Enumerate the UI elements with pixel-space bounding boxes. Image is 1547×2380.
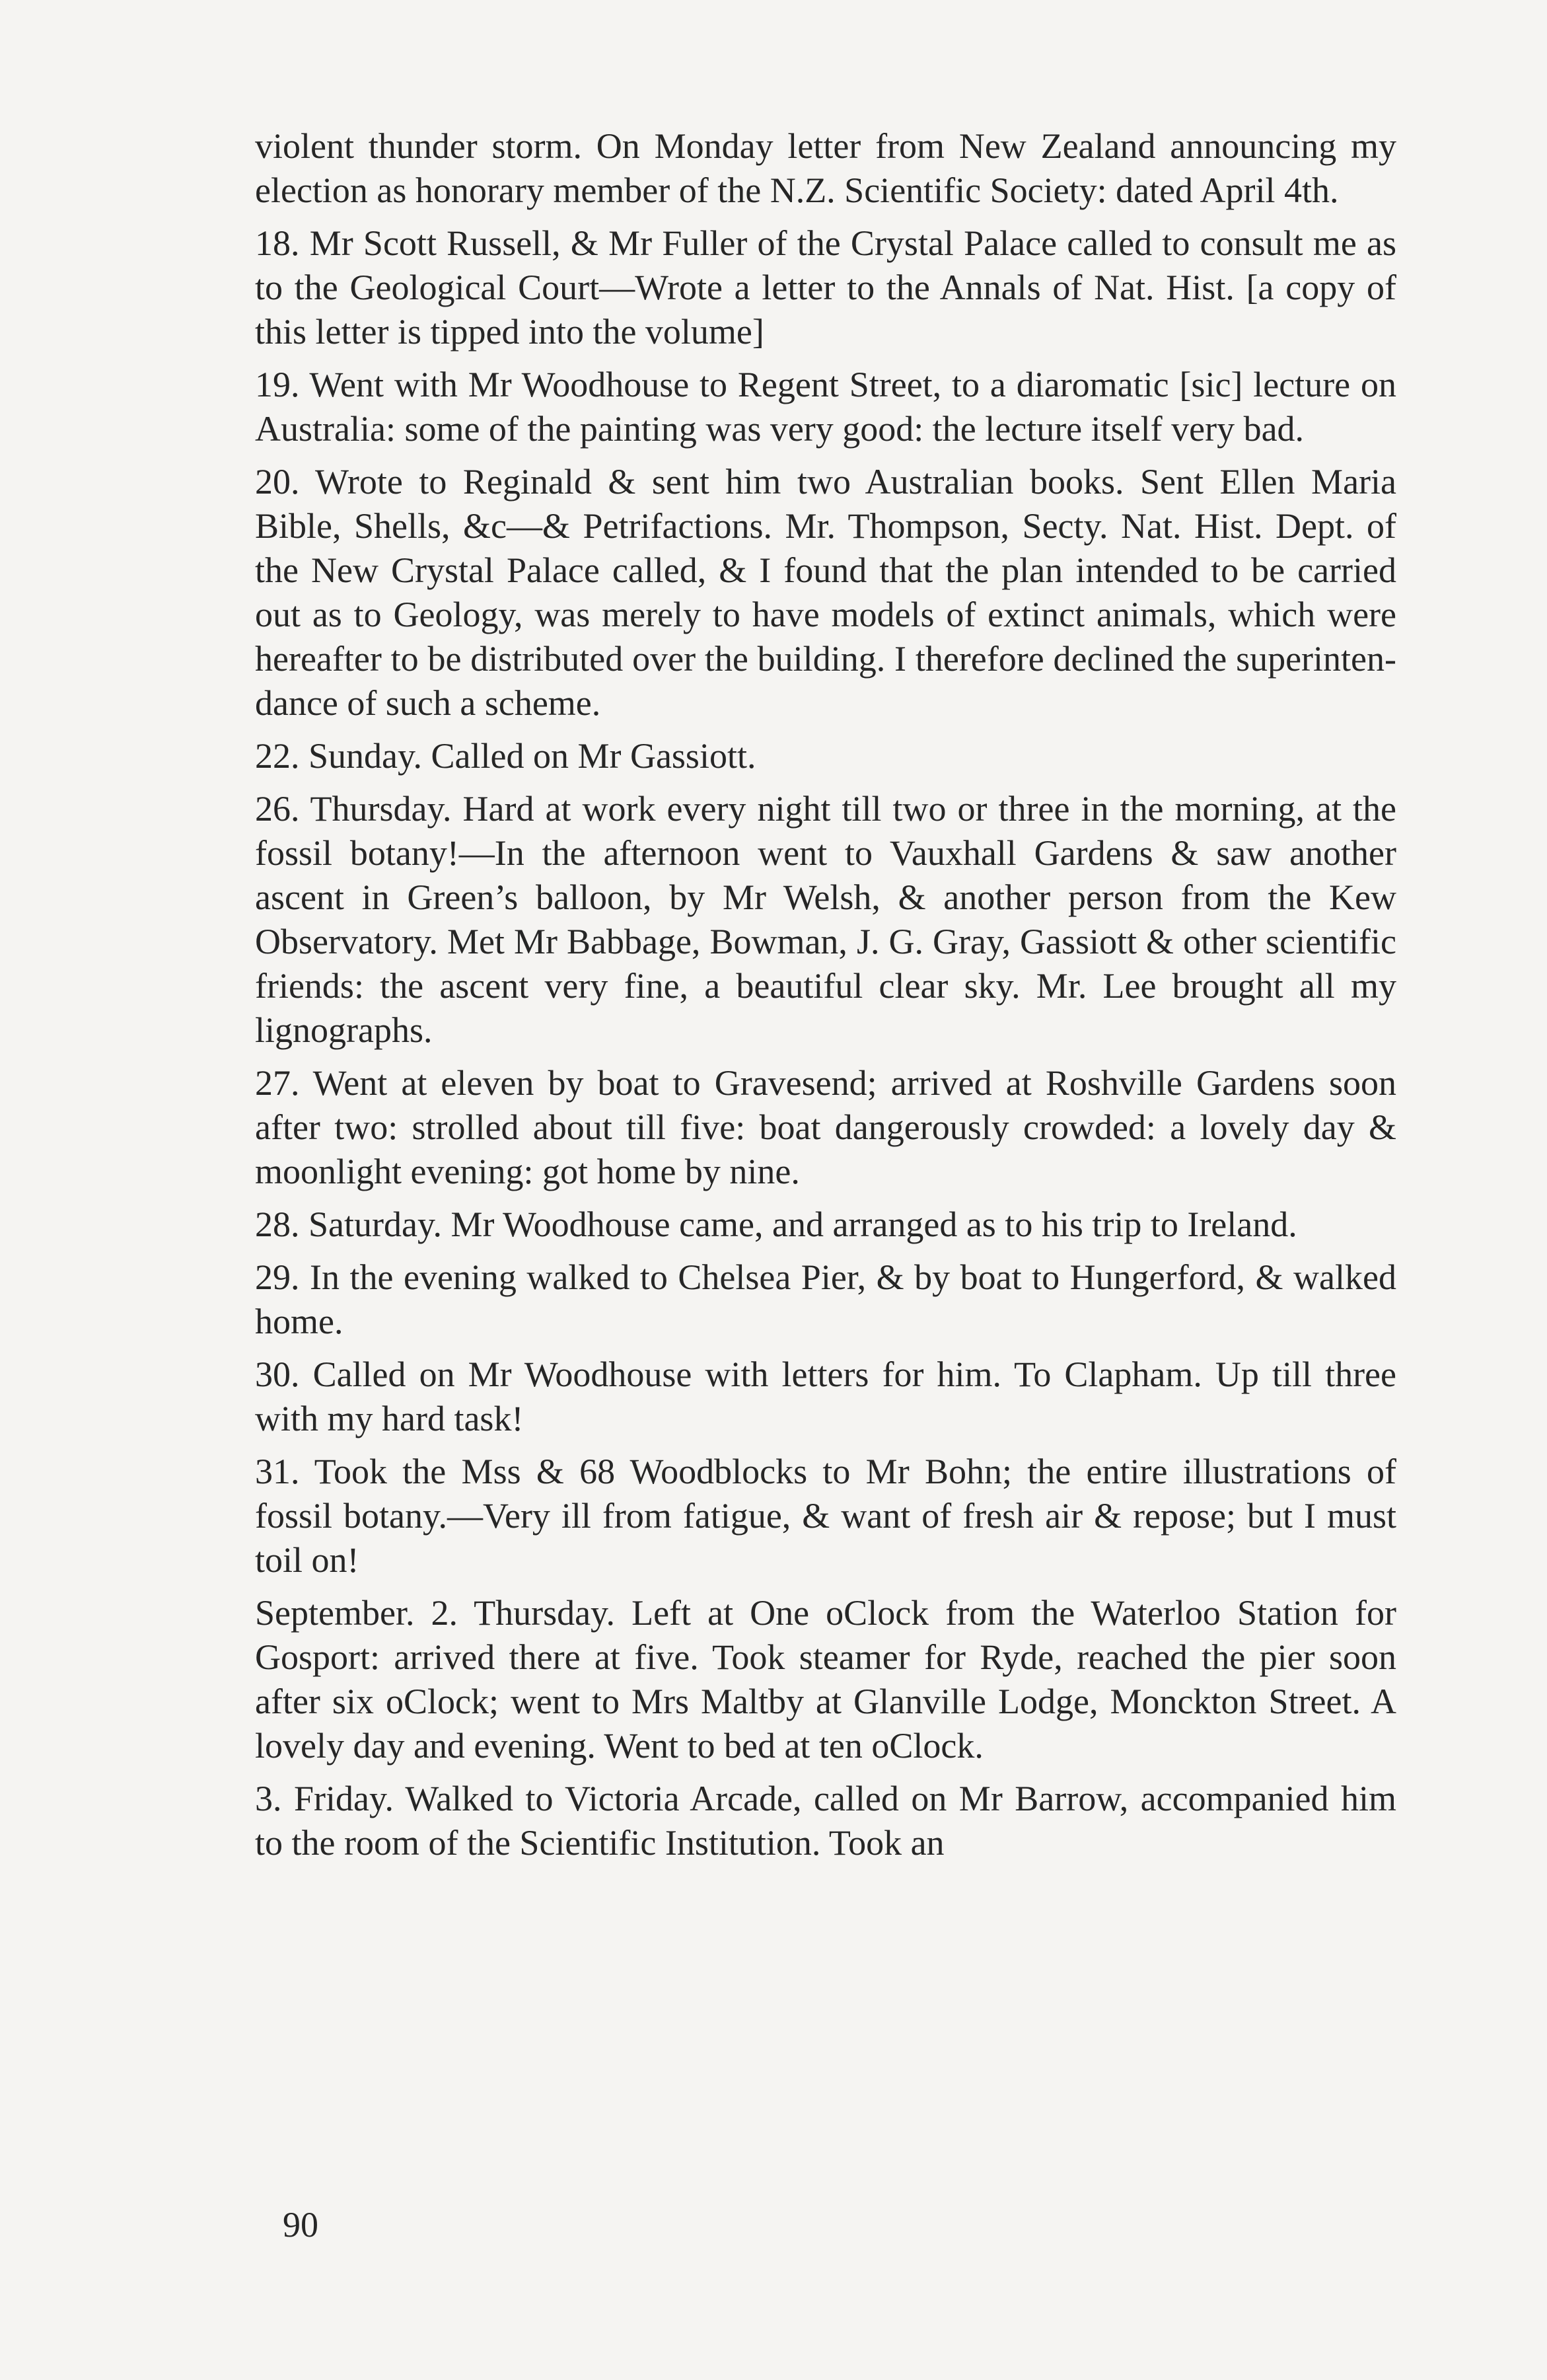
diary-entry-19: 19. Went with Mr Woodhouse to Regent Street, to a diaromatic [sic] lecture on Australia: some of the painting was very good: the lecture itself very bad.	[255, 365, 1396, 449]
diary-entry-september-2: September. 2. Thursday. Left at One oClock from the Waterloo Station for Gosport: arrived there at five. Took steamer for Ryde, reached the pier soon after six oClock; went to Mrs Maltby at Glanville Lodge, Monckton Street. A lovely day and evening. Went to bed at ten oClock.	[255, 1593, 1396, 1766]
diary-entry-30: 30. Called on Mr Woodhouse with letters for him. To Clapham. Up till three with my hard task!	[255, 1355, 1396, 1438]
diary-entry-31: 31. Took the Mss & 68 Woodblocks to Mr Bohn; the entire illustrations of fossil botany.—Very ill from fatigue, & want of fresh air & repose; but I must toil on!	[255, 1452, 1396, 1580]
diary-entry-26: 26. Thursday. Hard at work every night till two or three in the morning, at the fossil botany!—In the afternoon went to Vauxhall Gardens & saw another ascent in Green’s balloon, by Mr Welsh, & another person from the Kew Observatory. Met Mr Babbage, Bowman, J. G. Gray, Gassiott & other scientific friends: the ascent very fine, a beautiful clear sky. Mr. Lee brought all my lignographs.	[255, 789, 1396, 1050]
diary-text-block	[255, 124, 1396, 1874]
diary-entry-continuation: violent thunder storm. On Monday letter from New Zealand announcing my election as honorary member of the N.Z. Scientific Society: dated April 4th.	[255, 126, 1396, 210]
diary-entry-september-3: 3. Friday. Walked to Victoria Arcade, called on Mr Barrow, accompanied him to the room of the Scientific Institution. Took an	[255, 1779, 1396, 1863]
diary-entry-28: 28. Saturday. Mr Woodhouse came, and arranged as to his trip to Ireland.	[255, 1205, 1297, 1244]
diary-entry-29: 29. In the evening walked to Chelsea Pier, & by boat to Hungerford, & walked home.	[255, 1257, 1396, 1341]
diary-entry-22: 22. Sunday. Called on Mr Gassiott.	[255, 736, 756, 776]
page-number: 90	[283, 2205, 318, 2245]
diary-entry-20: 20. Wrote to Reginald & sent him two Australian books. Sent Ellen Maria Bible, Shells, &c—& Petrifactions. Mr. Thompson, Secty. Nat. Hist. Dept. of the New Crystal Palace called, & I found that the plan intended to be carried out as to Geology, was merely to have models of extinct animals, which were hereafter to be distributed over the building. I therefore declined the superintendance of such a scheme.	[255, 462, 1396, 723]
diary-entry-27: 27. Went at eleven by boat to Gravesend; arrived at Roshville Gardens soon after two: strolled about till five: boat dangerously crowded: a lovely day & moonlight evening: got home by nine.	[255, 1063, 1396, 1191]
diary-entry-18: 18. Mr Scott Russell, & Mr Fuller of the Crystal Palace called to consult me as to the Geological Court—Wrote a letter to the Annals of Nat. Hist. [a copy of this letter is tipped into the volume]	[255, 223, 1396, 352]
